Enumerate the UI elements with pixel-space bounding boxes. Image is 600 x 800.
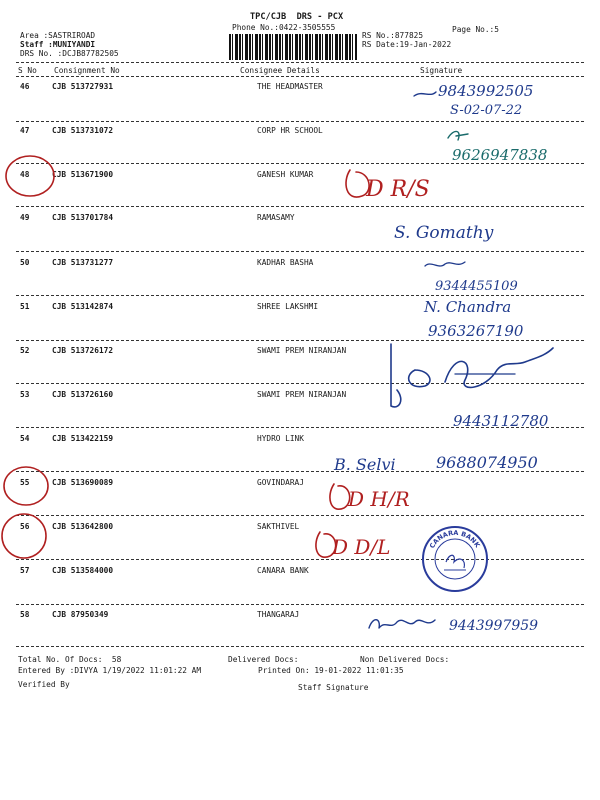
row-consignee: CORP HR SCHOOL: [257, 126, 323, 135]
row-sno: 57: [20, 566, 30, 575]
entered-by: Entered By :DIVYA 1/19/2022 11:01:22 AM: [18, 666, 202, 675]
row-sno: 58: [20, 610, 30, 619]
row-sno: 54: [20, 434, 30, 443]
handwritten-signature: [440, 124, 590, 168]
row-consignment: CJB 513422159: [52, 434, 114, 443]
row-consignee: SWAMI PREM NIRANJAN: [257, 390, 347, 399]
delivered-docs: Delivered Docs:: [228, 655, 299, 664]
row-sno: 56: [20, 522, 30, 531]
red-circle-mark: [0, 150, 60, 200]
row-consignee: SAKTHIVEL: [257, 522, 300, 531]
row-sno: 48: [20, 170, 30, 179]
col-header-signature: Signature: [420, 66, 463, 75]
rs-date: RS Date:19-Jan-2022: [362, 40, 452, 49]
page-number: Page No.:5: [452, 25, 499, 34]
row-divider: [16, 559, 584, 560]
row-consignment: CJB 513726160: [52, 390, 114, 399]
handwritten-signature: [390, 214, 550, 250]
col-header-consignment: Consignment No: [54, 66, 120, 75]
row-consignment: CJB 513690089: [52, 478, 114, 487]
row-consignee: GANESH KUMAR: [257, 170, 314, 179]
document-title: TPC/CJB DRS - PCX: [250, 12, 344, 22]
table-row: [0, 170, 600, 214]
row-sno: 53: [20, 390, 30, 399]
row-sno: 55: [20, 478, 30, 487]
svg-text:9363267190: 9363267190: [428, 322, 524, 340]
barcode: [229, 34, 357, 60]
red-circle-mark: [0, 462, 60, 512]
row-consignment: CJB 513731277: [52, 258, 114, 267]
col-header-sno: S No: [18, 66, 37, 75]
handwritten-signature: [395, 256, 555, 298]
row-consignee: SHREE LAKSHMI: [257, 302, 319, 311]
row-divider: [16, 515, 584, 516]
row-divider: [16, 206, 584, 207]
svg-text:9626947838: 9626947838: [452, 146, 548, 164]
row-consignment: CJB 513671900: [52, 170, 114, 179]
red-circle-mark: [0, 508, 60, 568]
svg-text:9843992505: 9843992505: [438, 82, 534, 100]
svg-text:9688074950: 9688074950: [436, 453, 538, 472]
svg-text:9443112780: 9443112780: [453, 412, 549, 430]
svg-text:S. Gomathy: S. Gomathy: [394, 223, 494, 243]
row-sno: 51: [20, 302, 30, 311]
area-field: Area :SASTRIROAD: [20, 31, 96, 40]
row-sno: 50: [20, 258, 30, 267]
svg-text:B. Selvi: B. Selvi: [334, 455, 396, 474]
row-divider: [16, 604, 584, 605]
row-divider: [16, 121, 584, 122]
row-consignment: CJB 513701784: [52, 213, 114, 222]
row-consignee: KADHAR BASHA: [257, 258, 314, 267]
svg-text:D D/L: D D/L: [332, 535, 391, 559]
row-consignment: CJB 513584000: [52, 566, 114, 575]
row-sno: 47: [20, 126, 30, 135]
row-consignment: CJB 513142874: [52, 302, 114, 311]
row-consignment: CJB 513727931: [52, 82, 114, 91]
handwritten-signature: [410, 76, 590, 120]
row-sno: 52: [20, 346, 30, 355]
svg-text:CANARA BANK: CANARA BANK: [428, 528, 482, 550]
handwritten-signature: [320, 474, 440, 518]
handwritten-signature: [340, 162, 460, 210]
staff-signature-label: Staff Signature: [298, 683, 369, 692]
row-consignee: SWAMI PREM NIRANJAN: [257, 346, 347, 355]
drs-number: DRS No. :DCJB87782505: [20, 49, 119, 58]
svg-text:D H/R: D H/R: [348, 487, 410, 511]
handwritten-signature: [365, 606, 570, 642]
staff-field: Staff :MUNIYANDI: [20, 40, 96, 49]
handwritten-signature: [420, 296, 585, 342]
row-consignment: CJB 87950349: [52, 610, 109, 619]
row-consignee: HYDRO LINK: [257, 434, 304, 443]
bank-seal-stamp: [420, 524, 490, 594]
non-delivered-docs: Non Delivered Docs:: [360, 655, 450, 664]
row-consignee: THE HEADMASTER: [257, 82, 323, 91]
svg-text:S-02-07-22: S-02-07-22: [450, 103, 523, 118]
printed-on: Printed On: 19-01-2022 11:01:35: [258, 666, 404, 675]
row-consignee: THANGARAJ: [257, 610, 300, 619]
svg-text:9443997959: 9443997959: [449, 618, 539, 634]
svg-text:N. Chandra: N. Chandra: [424, 298, 512, 316]
row-consignee: CANARA BANK: [257, 566, 309, 575]
rs-number: RS No.:877825: [362, 31, 424, 40]
divider: [16, 62, 584, 63]
handwritten-signature: [308, 522, 428, 566]
total-docs: Total No. Of Docs: 58: [18, 655, 122, 664]
phone-number: Phone No.:0422-3505555: [232, 23, 336, 32]
col-header-consignee: Consignee Details: [240, 66, 320, 75]
row-consignment: CJB 513642800: [52, 522, 114, 531]
row-sno: 46: [20, 82, 30, 91]
row-divider: [16, 251, 584, 252]
svg-text:D R/S: D R/S: [366, 177, 430, 202]
row-consignment: CJB 513726172: [52, 346, 114, 355]
handwritten-signature: [385, 340, 585, 432]
row-consignment: CJB 513731072: [52, 126, 114, 135]
row-consignee: GOVINDARAJ: [257, 478, 304, 487]
verified-by: Verified By: [18, 680, 70, 689]
row-sno: 49: [20, 213, 30, 222]
row-consignee: RAMASAMY: [257, 213, 295, 222]
svg-text:9344455109: 9344455109: [435, 279, 518, 294]
divider: [16, 646, 584, 647]
